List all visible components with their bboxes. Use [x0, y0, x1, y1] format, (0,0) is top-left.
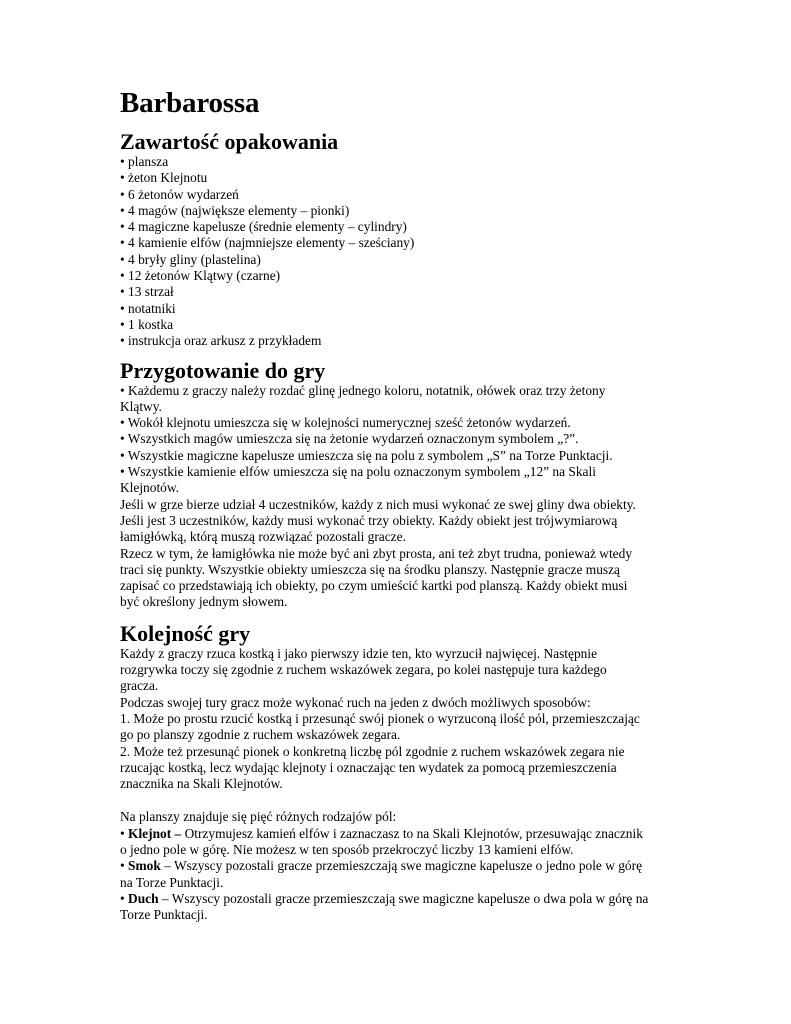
preparation-line: Jeśli jest 3 uczestników, każdy musi wykonać trzy obiekty. Każdy obiekt jest trójwymiarową [120, 512, 618, 528]
field-term: Smok [128, 858, 161, 874]
contents-item: • 4 kamienie elfów (najmniejsze elementy – sześciany) [120, 235, 415, 251]
order-line: 1. Może po prostu rzucić kostką i przesunąć swój pionek o wyrzuconą ilość pól, przemieszczając [120, 710, 640, 726]
preparation-line: łamigłówką, którą muszą rozwiązać pozostali gracze. [120, 529, 406, 545]
order-line: Podczas swojej tury gracz może wykonać ruch na jeden z dwóch możliwych sposobów: [120, 694, 591, 710]
preparation-line: być określony jednym słowem. [120, 594, 288, 610]
preparation-heading: Przygotowanie do gry [120, 357, 326, 383]
order-heading: Kolejność gry [120, 620, 251, 646]
preparation-line: Klątwy. [120, 398, 162, 414]
preparation-line: Rzecz w tym, że łamigłówka nie może być ani zbyt prosta, ani też zbyt trudna, ponieważ wtedy [120, 545, 633, 561]
contents-item: • 13 strzał [120, 284, 174, 300]
contents-item: • 4 magiczne kapelusze (średnie elementy – cylindry) [120, 219, 407, 235]
field-smok-continued: na Torze Punktacji. [120, 874, 224, 890]
contents-item: • 4 magów (największe elementy – pionki) [120, 202, 350, 218]
field-description: – Wszyscy pozostali gracze przemieszczają swe magiczne kapelusze o dwa pola w górę na [158, 890, 649, 906]
preparation-line: • Wszystkie magiczne kapelusze umieszcza się na polu z symbolem „S” na Torze Punktacji. [120, 447, 613, 463]
bullet: • [120, 858, 129, 874]
contents-item: • 1 kostka [120, 316, 174, 332]
bullet: • [120, 825, 129, 841]
field-description: Otrzymujesz kamień elfów i zaznaczasz to na Skali Klejnotów, przesuwając znacznik [181, 825, 643, 841]
section-contents [120, 130, 680, 350]
field-term: Klejnot – [128, 825, 182, 841]
field-duch-continued: Torze Punktacji. [120, 907, 208, 923]
contents-item: • plansza [120, 154, 169, 169]
field-term: Duch [128, 890, 159, 906]
order-line: Każdy z graczy rzuca kostką i jako pierwszy idzie ten, kto wyrzucił najwięcej. Następnie [120, 645, 598, 661]
field-duch [120, 891, 680, 907]
field-klejnot [120, 826, 680, 842]
order-line: go po planszy zgodnie z ruchem wskazówek zegara. [120, 727, 401, 743]
fields-intro: Na planszy znajduje się pięć różnych rodzajów pól: [120, 809, 397, 825]
field-description: – Wszyscy pozostali gracze przemieszczają swe magiczne kapelusze o jedno pole w górę [160, 858, 643, 874]
section-game-order [120, 622, 680, 924]
contents-item: • 6 żetonów wydarzeń [120, 186, 239, 202]
section-preparation [120, 359, 680, 611]
document-page [120, 86, 680, 923]
document-title: Barbarossa [120, 87, 260, 119]
preparation-line: zapisać co przedstawiają ich obiekty, po czym umieścić kartki pod planszą. Każdy obiekt musi [120, 578, 628, 594]
order-line: 2. Może też przesunąć pionek o konkretną liczbę pól zgodnie z ruchem wskazówek zegara nie [120, 743, 625, 759]
contents-heading: Zawartość opakowania [120, 129, 339, 154]
contents-item: • instrukcja oraz arkusz z przykładem [120, 333, 322, 349]
order-line: znacznika na Skali Klejnotów. [120, 776, 283, 792]
contents-item: • notatniki [120, 300, 176, 316]
preparation-line: • Wszystkie kamienie elfów umieszcza się na polu oznaczonym symbolem „12” na Skali [120, 464, 596, 480]
bullet: • [120, 890, 129, 906]
order-line: rozgrywka toczy się zgodnie z ruchem wskazówek zegara, po kolei następuje tura każdego [120, 662, 607, 678]
paragraph-spacer [120, 792, 680, 809]
preparation-line: • Każdemu z graczy należy rozdać glinę jednego koloru, notatnik, ołówek oraz trzy żetony [120, 382, 606, 398]
preparation-line: Klejnotów. [120, 480, 180, 496]
preparation-line: • Wszystkich magów umieszcza się na żetonie wydarzeń oznaczonym symbolem „?”. [120, 431, 579, 447]
preparation-line: traci się punkty. Wszystkie obiekty umieszcza się na środku planszy. Następnie gracze muszą [120, 561, 620, 577]
contents-item: • żeton Klejnotu [120, 170, 208, 186]
contents-item: • 4 bryły gliny (plastelina) [120, 251, 261, 267]
order-line: rzucając kostką, lecz wydając klejnoty i oznaczając ten wydatek za pomocą przemieszczenia [120, 759, 617, 775]
preparation-line: • Wokół klejnotu umieszcza się w kolejności numerycznej sześć żetonów wydarzeń. [120, 415, 571, 431]
contents-item: • 12 żetonów Klątwy (czarne) [120, 268, 281, 284]
order-line: gracza. [120, 678, 159, 694]
preparation-line: Jeśli w grze bierze udział 4 uczestników, każdy z nich musi wykonać ze swej gliny dwa obiekty. [120, 496, 636, 512]
field-smok [120, 858, 680, 874]
field-klejnot-continued: o jedno pole w górę. Nie możesz w ten sposób przekroczyć liczby 13 kamieni elfów. [120, 841, 574, 857]
